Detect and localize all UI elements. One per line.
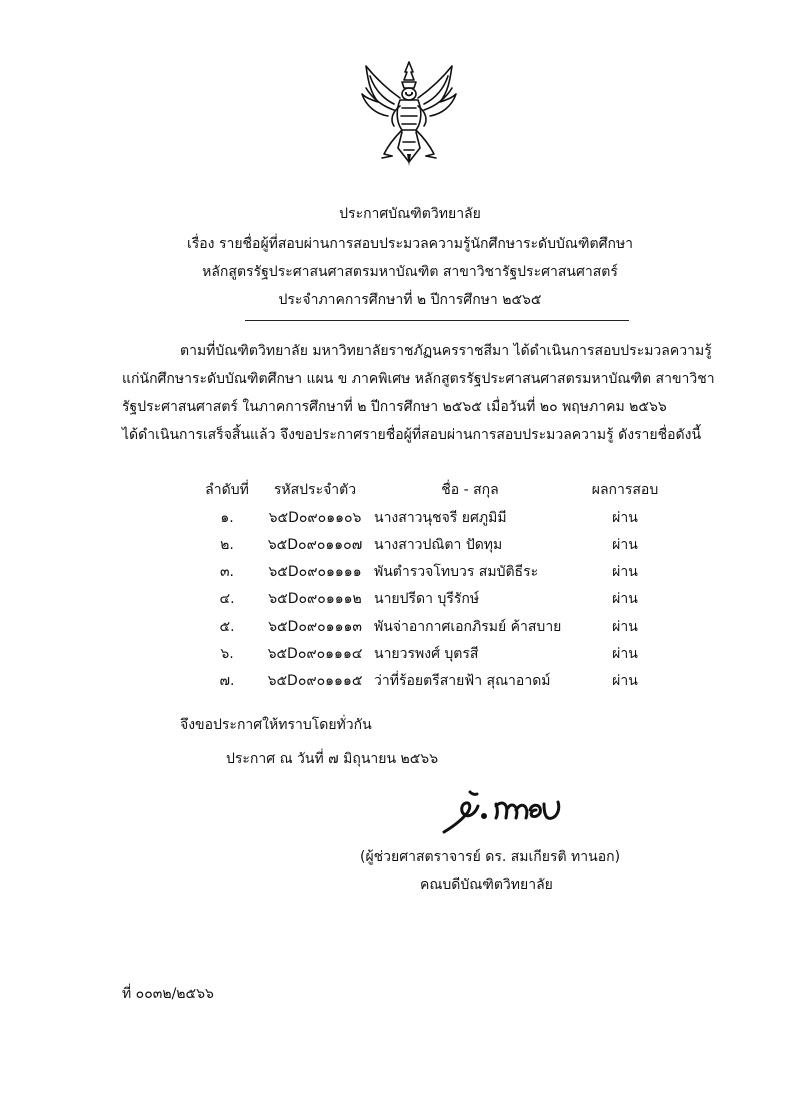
row-number: ๗. xyxy=(219,673,235,689)
row-number: ๕. xyxy=(219,619,235,635)
exam-result: ผ่าน xyxy=(612,646,638,662)
student-id: ๖๕D๐๙๐๑๑๑๒ xyxy=(268,591,362,607)
document-number: ที่ ๐๐๓๒/๒๕๖๖ xyxy=(122,986,214,1002)
announcement-date: ประกาศ ณ วันที่ ๗ มิถุนายน ๒๕๖๖ xyxy=(226,751,439,767)
table-header-result: ผลการสอบ xyxy=(591,482,659,498)
table-header-name: ชื่อ - สกุล xyxy=(441,482,499,498)
signatory-name: (ผู้ช่วยศาสตราจารย์ ดร. สมเกียรติ ทานอก) xyxy=(360,849,621,865)
student-id: ๖๕D๐๙๐๑๑๐๗ xyxy=(267,537,363,553)
exam-result: ผ่าน xyxy=(612,537,638,553)
body-line-2: แก่นักศึกษาระดับบัณฑิตศึกษา แผน ข ภาคพิเศษ หลักสูตรรัฐประศาสนศาสตรมหาบัณฑิต สาขาวิชา xyxy=(122,371,715,387)
exam-result: ผ่าน xyxy=(612,591,638,607)
student-name: นายปรีดา บุรีรักษ์ xyxy=(374,591,480,607)
body-line-1: ตามที่บัณฑิตวิทยาลัย มหาวิทยาลัยราชภัฏนครราชสีมา ได้ดำเนินการสอบประมวลความรู้ xyxy=(180,343,712,359)
header-divider xyxy=(245,320,629,321)
row-number: ๖. xyxy=(220,646,234,662)
student-id: ๖๕D๐๙๐๑๑๑๓ xyxy=(268,619,362,635)
table-header-code: รหัสประจำตัว xyxy=(273,482,357,498)
announcement-program: หลักสูตรรัฐประศาสนศาสตรมหาบัณฑิต สาขาวิชารัฐประศาสนศาสตร์ xyxy=(202,264,618,280)
row-number: ๒. xyxy=(220,537,234,553)
student-name: พันตำรวจโทบวร สมบัติธีระ xyxy=(374,564,539,580)
exam-result: ผ่าน xyxy=(612,564,638,580)
closing-announce: จึงขอประกาศให้ทราบโดยทั่วกัน xyxy=(180,717,372,733)
student-id: ๖๕D๐๙๐๑๑๑๑ xyxy=(268,564,362,580)
body-line-3: รัฐประศาสนศาสตร์ ในภาคการศึกษาที่ ๒ ปีการศึกษา ๒๕๖๕ เมื่อวันที่ ๒๐ พฤษภาคม ๒๕๖๖ xyxy=(122,399,667,415)
table-header-no: ลำดับที่ xyxy=(205,482,249,498)
row-number: ๑. xyxy=(220,510,234,526)
student-name: พันจ่าอากาศเอกภิรมย์ ค้าสบาย xyxy=(374,619,562,635)
exam-result: ผ่าน xyxy=(612,510,638,526)
announcement-term: ประจำภาคการศึกษาที่ ๒ ปีการศึกษา ๒๕๖๕ xyxy=(278,292,542,308)
announcement-issuer: ประกาศบัณฑิตวิทยาลัย xyxy=(339,206,481,222)
student-name: ว่าที่ร้อยตรีสายฟ้า สุณาอาดม์ xyxy=(374,673,551,689)
body-line-4: ได้ดำเนินการเสร็จสิ้นแล้ว จึงขอประกาศรายชื่อผู้ที่สอบผ่านการสอบประมวลความรู้ ดังรายชื่อดังนี้ xyxy=(122,427,702,443)
student-name: นางสาวปณิตา ปัดทุม xyxy=(374,537,503,553)
announcement-subject: เรื่อง รายชื่อผู้ที่สอบผ่านการสอบประมวลความรู้นักศึกษาระดับบัณฑิตศึกษา xyxy=(186,236,634,252)
student-id: ๖๕D๐๙๐๑๑๐๖ xyxy=(268,510,362,526)
exam-result: ผ่าน xyxy=(612,673,638,689)
exam-result: ผ่าน xyxy=(612,619,638,635)
student-name: นายวรพงศ์ บุตรสี xyxy=(374,646,479,662)
row-number: ๔. xyxy=(219,591,235,607)
student-id: ๖๕D๐๙๐๑๑๑๕ xyxy=(267,673,363,689)
signatory-position: คณบดีบัณฑิตวิทยาลัย xyxy=(420,877,553,893)
row-number: ๓. xyxy=(219,564,235,580)
student-id: ๖๕D๐๙๐๑๑๑๔ xyxy=(267,646,363,662)
garuda-emblem-icon xyxy=(356,58,462,170)
student-name: นางสาวนุชจรี ยศภูมิมี xyxy=(374,510,507,526)
signature-icon xyxy=(440,786,570,842)
